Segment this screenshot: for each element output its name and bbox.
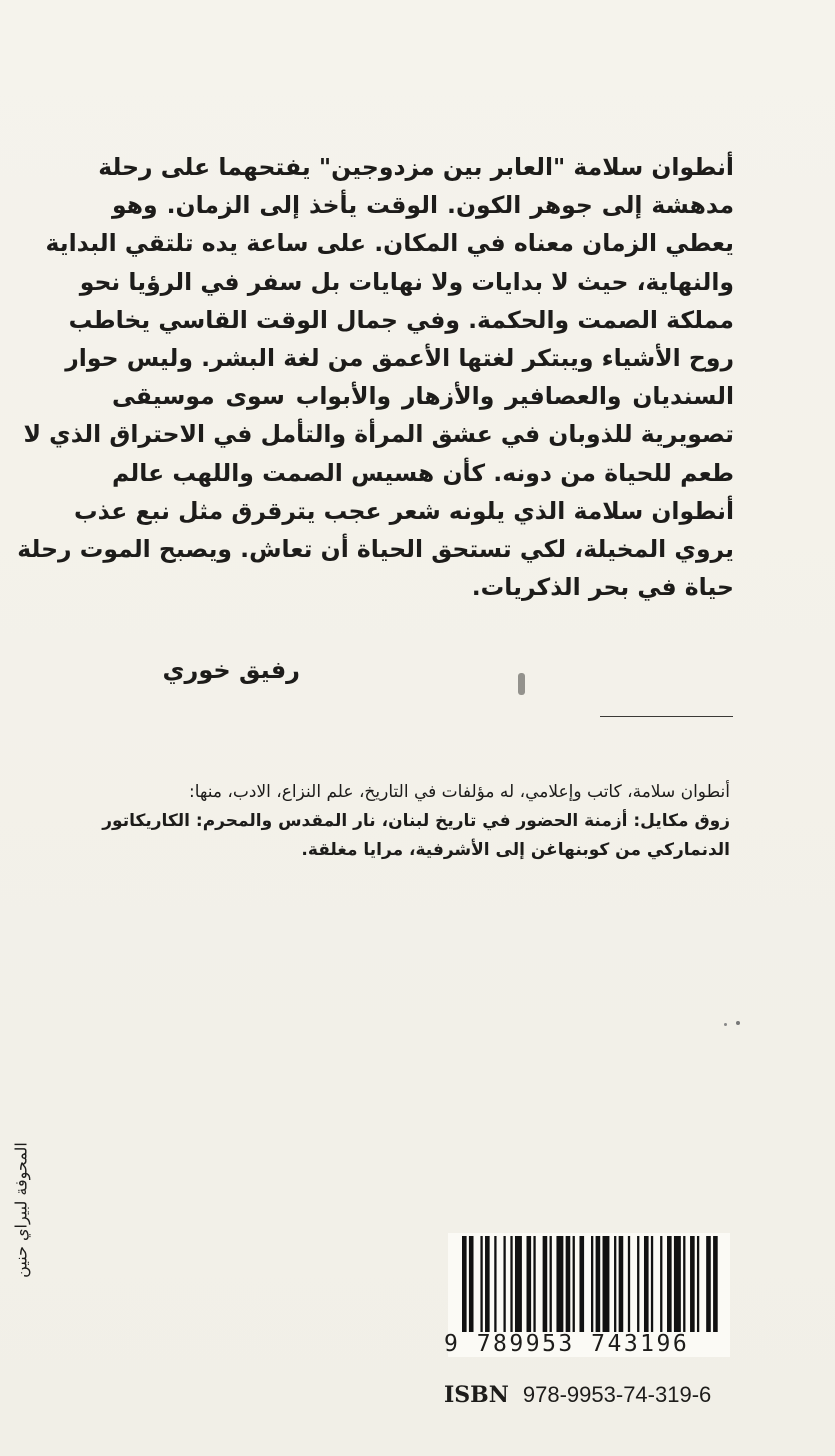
barcode-bar xyxy=(713,1236,718,1332)
barcode-bar xyxy=(596,1236,601,1332)
isbn-line xyxy=(444,1382,711,1408)
bio-works: الدنماركي من كوبنهاغن إلى الأشرفية، مرايا مغلقة. xyxy=(301,840,730,860)
barcode-bar xyxy=(651,1236,653,1332)
barcode-bar xyxy=(706,1236,711,1332)
bio-works: زوق مكايل: أزمنة الحضور في تاريخ لبنان، نار المقدس والمحرم: الكاريكاتور xyxy=(102,811,730,831)
barcode-bar xyxy=(462,1236,467,1332)
print-speck xyxy=(518,673,525,695)
isbn-label: ISBN xyxy=(444,1382,509,1408)
blurb-line: أنطوان سلامة الذي يلونه شعر عجب يترقرق مثل نبع عذب xyxy=(74,496,734,525)
barcode-bar xyxy=(543,1236,548,1332)
blurb-line: روح الأشياء ويبتكر لغتها الأعمق من لغة البشر. وليس حوار xyxy=(65,344,734,373)
barcode-bar xyxy=(637,1236,639,1332)
barcode-bar xyxy=(674,1236,681,1332)
spine-text: المحوفة لبيراي حنين xyxy=(11,1142,31,1278)
barcode-bar xyxy=(660,1236,662,1332)
blurb-text xyxy=(17,148,734,606)
blurb-line: مملكة الصمت والحكمة. وفي جمال الوقت القاسي يخاطب xyxy=(68,305,734,334)
bio-intro: أنطوان سلامة، كاتب وإعلامي، له مؤلفات في التاريخ، علم النزاع، الادب، منها: xyxy=(189,782,730,802)
divider-line xyxy=(600,716,733,717)
barcode-bar xyxy=(603,1236,610,1332)
blurb-line: حياة في بحر الذكريات. xyxy=(471,573,734,602)
barcode-bar xyxy=(515,1236,522,1332)
blurb-line: تصويرية للذوبان في عشق المرأة والتأمل في الاحتراق الذي لا xyxy=(23,420,734,449)
barcode-bar xyxy=(510,1236,512,1332)
blurb-line: مدهشة إلى جوهر الكون. الوقت يأخذ إلى الزمان. وهو xyxy=(112,191,734,220)
barcode-bar xyxy=(690,1236,695,1332)
barcode-bar xyxy=(683,1236,685,1332)
barcode-bar xyxy=(469,1236,474,1332)
barcode-bar xyxy=(628,1236,630,1332)
barcode-bar xyxy=(697,1236,699,1332)
blurb-line: أنطوان سلامة "العابر بين مزدوجين" يفتحهما على رحلة xyxy=(98,153,734,181)
barcode-bar xyxy=(494,1236,496,1332)
barcode-bar xyxy=(533,1236,535,1332)
barcode-bar xyxy=(485,1236,490,1332)
blurb-line: يروي المخيلة، لكي تستحق الحياة أن تعاش. ويصبح الموت رحلة xyxy=(17,535,734,564)
barcode-bar xyxy=(614,1236,616,1332)
barcode-bar xyxy=(644,1236,649,1332)
blurb-line: والنهاية، حيث لا بدايات ولا نهايات بل سفر في الرؤيا نحو xyxy=(79,267,734,296)
barcode-bar xyxy=(579,1236,584,1332)
barcode-bar xyxy=(503,1236,505,1332)
blurb-line: يعطي الزمان معناه في المكان. على ساعة يده تلتقي البداية xyxy=(45,229,734,258)
barcode-bar xyxy=(527,1236,532,1332)
blurb-line: طعم للحياة من دونه. كأن هسيس الصمت واللهب عالم xyxy=(112,458,734,487)
print-speck xyxy=(736,1021,740,1025)
isbn-barcode xyxy=(462,1236,720,1332)
isbn-number: 978-9953-74-319-6 xyxy=(522,1382,712,1407)
barcode-bar xyxy=(573,1236,575,1332)
barcode-bar xyxy=(619,1236,624,1332)
barcode-bar xyxy=(566,1236,571,1332)
print-speck xyxy=(724,1023,727,1026)
barcode-bar xyxy=(556,1236,563,1332)
barcode-bar xyxy=(550,1236,552,1332)
barcode-digits: 9 789953 743196 xyxy=(444,1331,690,1357)
blurb-line: السنديان والعصافير والأزهار والأبواب سوى موسيقى xyxy=(112,382,734,411)
barcode-bar xyxy=(591,1236,593,1332)
spine-handwriting xyxy=(6,1130,36,1290)
barcode-bar xyxy=(480,1236,482,1332)
barcode-bar xyxy=(667,1236,672,1332)
signature: رفيق خوري xyxy=(162,656,300,684)
author-bio xyxy=(92,778,730,865)
